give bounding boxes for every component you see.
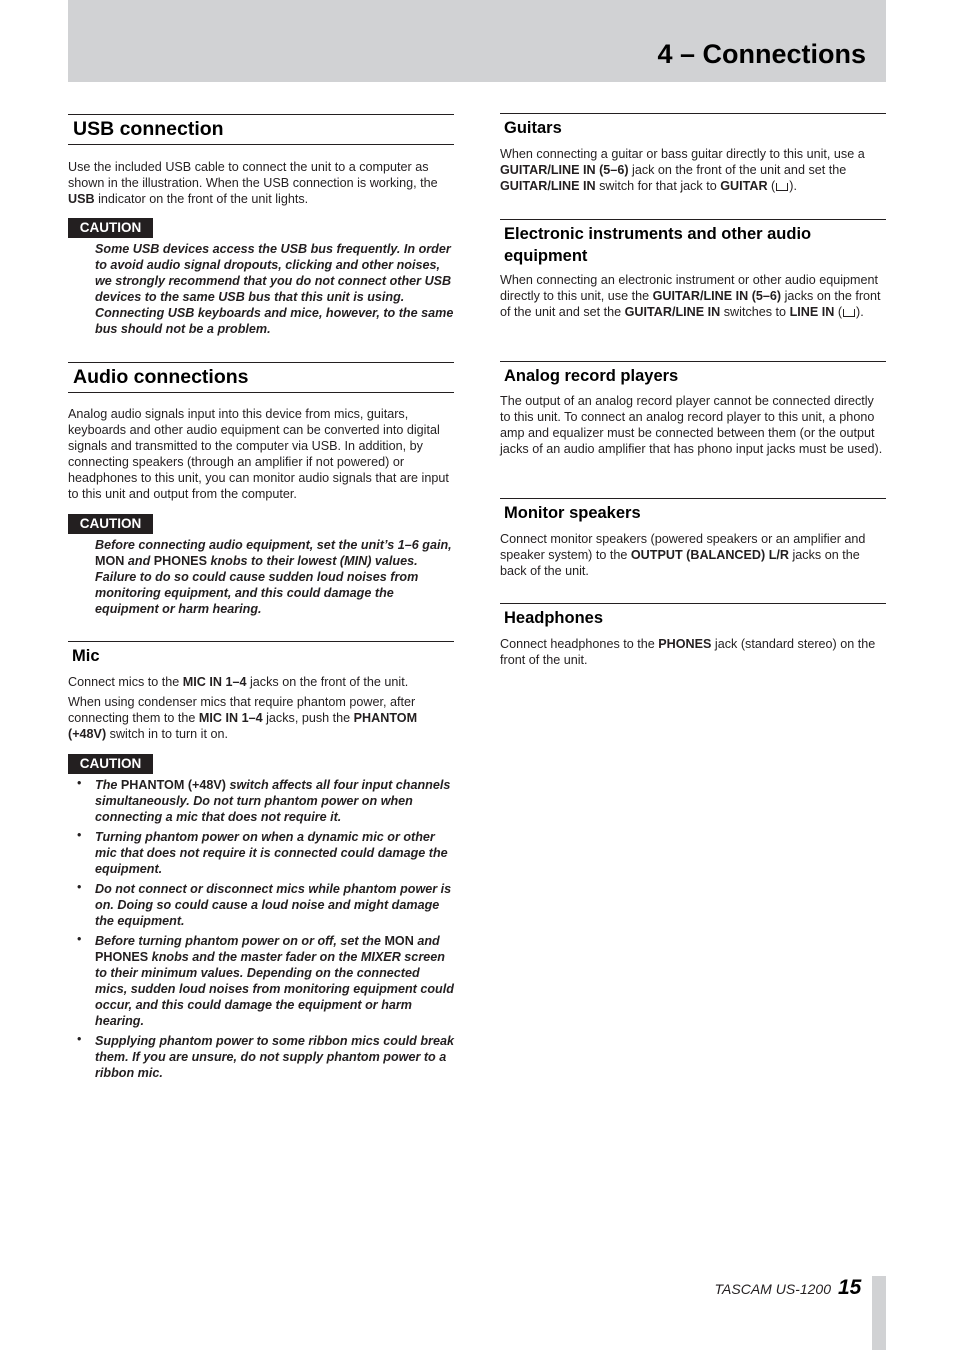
analog-section-title: Analog record players [500,361,886,387]
chapter-header [68,0,886,82]
guitars-section-title: Guitars [500,113,886,139]
caution-label-audio: CAUTION [68,514,153,534]
usb-paragraph: Use the included USB cable to connect the unit to a computer as shown in the illustration. When the USB connection is working, the USB indicator on the front of the unit lights. [68,160,438,206]
audio-paragraph: Analog audio signals input into this device from mics, guitars, keyboards and other audio equipment can be converted into digital signals and transmitted to the computer via USB. In addition, by connecting speakers (through an amplifier if not powered) or headphones to this unit, you can monitor audio signals that are input to this unit and output from the computer. [68,407,449,501]
electronic-paragraph: When connecting an electronic instrument or other audio equipment directly to this unit, use the GUITAR/LINE IN (5–6) jacks on the front of the unit and set the GUITAR/LINE IN switches to LINE IN ( ). [500,273,881,319]
caution-label-mic: CAUTION [68,754,153,774]
list-item: • The PHANTOM (+48V) switch affects all four input channels simultaneously. Do not turn phantom power on when connecting a mic that does not require it. [68,777,455,825]
caution-label-usb: CAUTION [68,218,153,238]
switch-down-icon [776,183,788,191]
headphones-section-title: Headphones [500,603,886,629]
mic-caution-list [68,777,455,1085]
footer-brand: TASCAM US-1200 [714,1281,831,1297]
guitars-paragraph: When connecting a guitar or bass guitar directly to this unit, use a GUITAR/LINE IN (5–6) jack on the front of the unit and set the GUITAR/LINE IN switch for that jack to GUITAR ( ). [500,147,865,193]
page-number: 15 [838,1276,862,1299]
switch-up-icon [843,309,855,317]
audio-caution-text: Before connecting audio equipment, set the unit’s 1–6 gain, MON and PHONES knobs to their lowest (MIN) values. Failure to do so could cause sudden loud noises from monitoring equipment, and this could damage the equipment or harm hearing. [95,538,452,616]
electronic-section-title: Electronic instruments and other audio equipment [500,219,886,267]
headphones-paragraph: Connect headphones to the PHONES jack (standard stereo) on the front of the unit. [500,637,876,667]
mic-section-title: Mic [68,641,454,667]
audio-section-title: Audio connections [68,362,454,393]
usb-caution-text: Some USB devices access the USB bus frequently. In order to avoid audio signal dropouts, clicking and other noises, we strongly recommend that you do not connect other USB devices to the same USB bus that this unit is using. Connecting USB keyboards and mice, however, to the same bus should not be a problem. [95,242,454,336]
monitor-section-title: Monitor speakers [500,498,886,524]
chapter-title: 4 – Connections [657,39,866,69]
list-item: • Before turning phantom power on or off, set the MON and PHONES knobs and the master fader on the MIXER screen to their minimum values. Depending on the connected mics, sudden loud noises from monitoring equipment could occur, and this could damage the equipment or harm hearing. [68,933,455,1029]
monitor-paragraph: Connect monitor speakers (powered speakers or an amplifier and speaker system) to the OUTPUT (BALANCED) L/R jacks on the back of the unit. [500,532,866,578]
footer-bar [872,1276,886,1350]
analog-paragraph: The output of an analog record player cannot be connected directly to this unit. To connect an analog record player to this unit, a phono amp and equalizer must be connected between them (or the output jacks of an audio amplifier that has phono input jacks must be used). [500,394,883,456]
list-item: • Supplying phantom power to some ribbon mics could break them. If you are unsure, do not supply phantom power to a ribbon mic. [68,1033,455,1081]
mic-paragraph-1: Connect mics to the MIC IN 1–4 jacks on the front of the unit. [68,675,409,689]
list-item: • Turning phantom power on when a dynamic mic or other mic that does not require it is connected could damage the equipment. [68,829,455,877]
list-item: • Do not connect or disconnect mics while phantom power is on. Doing so could cause a loud noise and might damage the equipment. [68,881,455,929]
usb-section-title: USB connection [68,114,454,145]
mic-paragraph-2: When using condenser mics that require phantom power, after connecting them to the MIC IN 1–4 jacks, push the PHANTOM (+48V) switch in to turn it on. [68,695,418,741]
